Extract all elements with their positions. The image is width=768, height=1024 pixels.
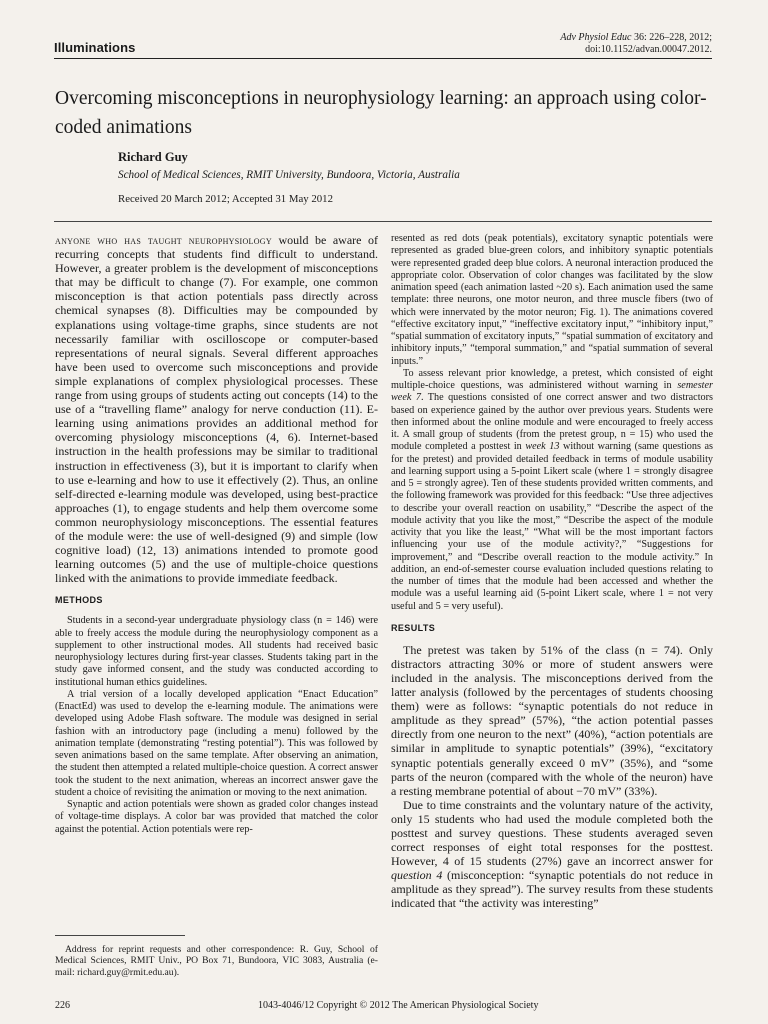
intro-lead: anyone who has taught neurophysiology: [55, 233, 272, 247]
page-number: 226: [55, 1000, 70, 1011]
author-affiliation: School of Medical Sciences, RMIT University, Bundoora, Victoria, Australia: [118, 169, 460, 181]
intro-paragraph: [55, 233, 378, 585]
methods-continued: resented as red dots (peak potentials), excitatory synaptic potentials were represented as graded blue-green colors, and inhibitory synaptic potentials were represented graded deep blue colors. A neuronal interaction produced the appropriate color. Observation of color changes was facilitated by the slow animation speed (each animation lasted ~20 s). Each animation used the same template: three neurons, one motor neuron, and three muscle fibers (two of which were innervated by the motor neuron; Fig. 1). The animations covered “effective excitatory input,” “ineffective excitatory input,” “inhibitory input,” “spatial summation of excitatory inputs,” “spatial summation of excitatory and inhibitory inputs,” “temporal summation,” and “spatial summation of several inputs.”: [391, 233, 713, 367]
correspondence-footnote: Address for reprint requests and other correspondence: R. Guy, School of Medical Sciences, RMIT Univ., PO Box 71, Bundoora, VIC 3083, Australia (e-mail: richard.guy@rmit.edu.au).: [55, 944, 378, 978]
pretest-text-a: To assess relevant prior knowledge, a pretest, which consisted of eight multiple-choice questions, was administered without warning in: [391, 367, 713, 391]
methods-paragraph-3: Synaptic and action potentials were shown as graded color changes instead of voltage-time displays. A color bar was provided that matched the color against the potential. Action potentials were rep-: [55, 799, 378, 835]
methods-paragraph-1: Students in a second-year undergraduate physiology class (n = 146) were able to freely access the module during the neurophysiology component as a supplement to other instructional modes. All students had received basic neurophysiology lectures during first-year classes. Students taking part in the study gave informed consent, and the study was conducted according to institutional human ethics guidelines.: [55, 615, 378, 688]
question-ref: question 4: [391, 868, 443, 883]
header-rule: [54, 58, 712, 59]
results-text-a: Due to time constraints and the voluntary nature of the activity, only 15 students who had used the module completed both the posttest and survey questions. These students averaged seven correct responses of eight total responses for the posttest. However, 4 of 15 students (27%) gave an incorrect answer for: [391, 797, 713, 869]
results-heading: RESULTS: [391, 622, 436, 633]
copyright: 1043-4046/12 Copyright © 2012 The American Physiological Society: [258, 1000, 539, 1011]
journal-info: [560, 32, 712, 56]
results-text-c: (misconception: “synaptic potentials do not reduce in amplitude as they spread”). The survey results from these students indicated that “the activity was interesting”: [391, 868, 713, 911]
right-column: [391, 233, 713, 911]
doi: doi:10.1152/advan.00047.2012.: [585, 44, 712, 55]
pretest-paragraph: [391, 368, 713, 613]
article-title: Overcoming misconceptions in neurophysiology learning: an approach using color-coded animations: [55, 88, 707, 138]
results-paragraph-1: The pretest was taken by 51% of the class (n = 74). Only distractors attracting 30% or more of student answers were included in the analysis. The misconceptions derived from the latter analysis (followed by the percentages of students choosing them) were as follows: “synaptic potentials do not reduce in amplitude as they spread” (57%), “the action potential passes directly from one neuron to the next” (40%), “action potentials are similar in amplitude to synaptic potentials” (39%), “excitatory synaptic potentials generally exceed 0 mV” (35%), and “some parts of the neuron (compared with the whole of the neuron) have a resting membrane potential of about −70 mV” (33%).: [391, 642, 713, 798]
section-label: Illuminations: [54, 40, 136, 55]
pretest-text-c: . The questions consisted of one correct answer and two distractors based on experience gained by the author over previous years. Students were then informed about the online module and were encouraged to freely access it. A small group of students (from the pretest group, n = 15) who used the module completed a posttest in: [391, 392, 713, 453]
received-dates: Received 20 March 2012; Accepted 31 May 2012: [118, 193, 333, 205]
results-paragraph-2: [391, 798, 713, 911]
pretest-text-e: without warning (same questions as for the pretest) and provided detailed feedback in terms of module usability and learning support using a 5-point Likert scale (where 1 = strongly disagree and 5 = strongly agree). Ten of these students provided written comments, and the following framework was provided for this feedback: “Use three adjectives to describe your overall reaction on usability,” “Describe the aspect of the module activity that you like the most,” “Describe the aspect of the module activity that you like the least,” “What will be the most important factors influencing your use of the module activity?,” “Suggestions for improvement,” and “Describe overall reaction to the module activity.” In addition, an end-of-semester course evaluation included questions relating to the number of times that the module had been accessed and whether the module was a useful learning aid (5-point Likert scale, where 1 = not very useful and 5 = very useful).: [391, 441, 713, 612]
citation: 36: 226–228, 2012;: [633, 32, 712, 43]
title-rule: [54, 221, 712, 222]
posttest-week: week 13: [525, 441, 560, 453]
journal-name: Adv Physiol Educ: [560, 32, 632, 43]
pretest-week: semester week 7: [391, 380, 713, 404]
methods-heading: METHODS: [55, 595, 103, 606]
methods-paragraph-2: A trial version of a locally developed application “Enact Education” (EnactEd) was used to develop the e-learning module. The animations were developed using Adobe Flash software. The module was designed in serial fashion with an introductory page (including a menu) followed by the animation template (demonstrating “resting potential”). This was followed by seven animations based on the same template. After observing an animation, the student then attempted a related multiple-choice question. A correct answer took the student to the next animation, whereas an incorrect answer gave the student a choice of revisiting the animation or moving to the next animation.: [55, 688, 378, 798]
left-column: [55, 233, 378, 836]
footnote-rule: [55, 935, 185, 936]
author-name: Richard Guy: [118, 150, 188, 164]
intro-text: would be aware of recurring concepts that students find difficult to understand. However, a greater problem is the development of misconceptions that may be difficult to change (7). For example, one common misconception is that action potentials pass directly across chemical synapses (8). Difficulties may be compounded by explanations using voltage-time graphs, since students are not necessarily familiar with oscilloscope or computer-based representations of neural signals. Several different approaches have been used to overcome such misconceptions and provide simple explanations of complex physiological processes. These range from using groups of students acting out concepts (14) to the use of a “travelling flame” analogy for nerve conduction (11). E-learning using animations provides an additional method for overcoming physiology misconceptions (4, 6). Internet-based instruction in the health professions may be similar to traditional instruction in effectiveness (3), but it is important to clarify when to use e-learning and how to use it effectively (2). Thus, an online self-directed e-learning module was developed, using best-practice approaches (1), to engage students and help them overcome some common neurophysiology misconceptions. The essential features of the module were: the use of well-designed (9) and simple (low cognitive load) (12, 13) animations intended to promote good learning outcomes (5) and the use of multiple-choice questions linked with the animations to provide immediate feedback.: [55, 233, 378, 586]
